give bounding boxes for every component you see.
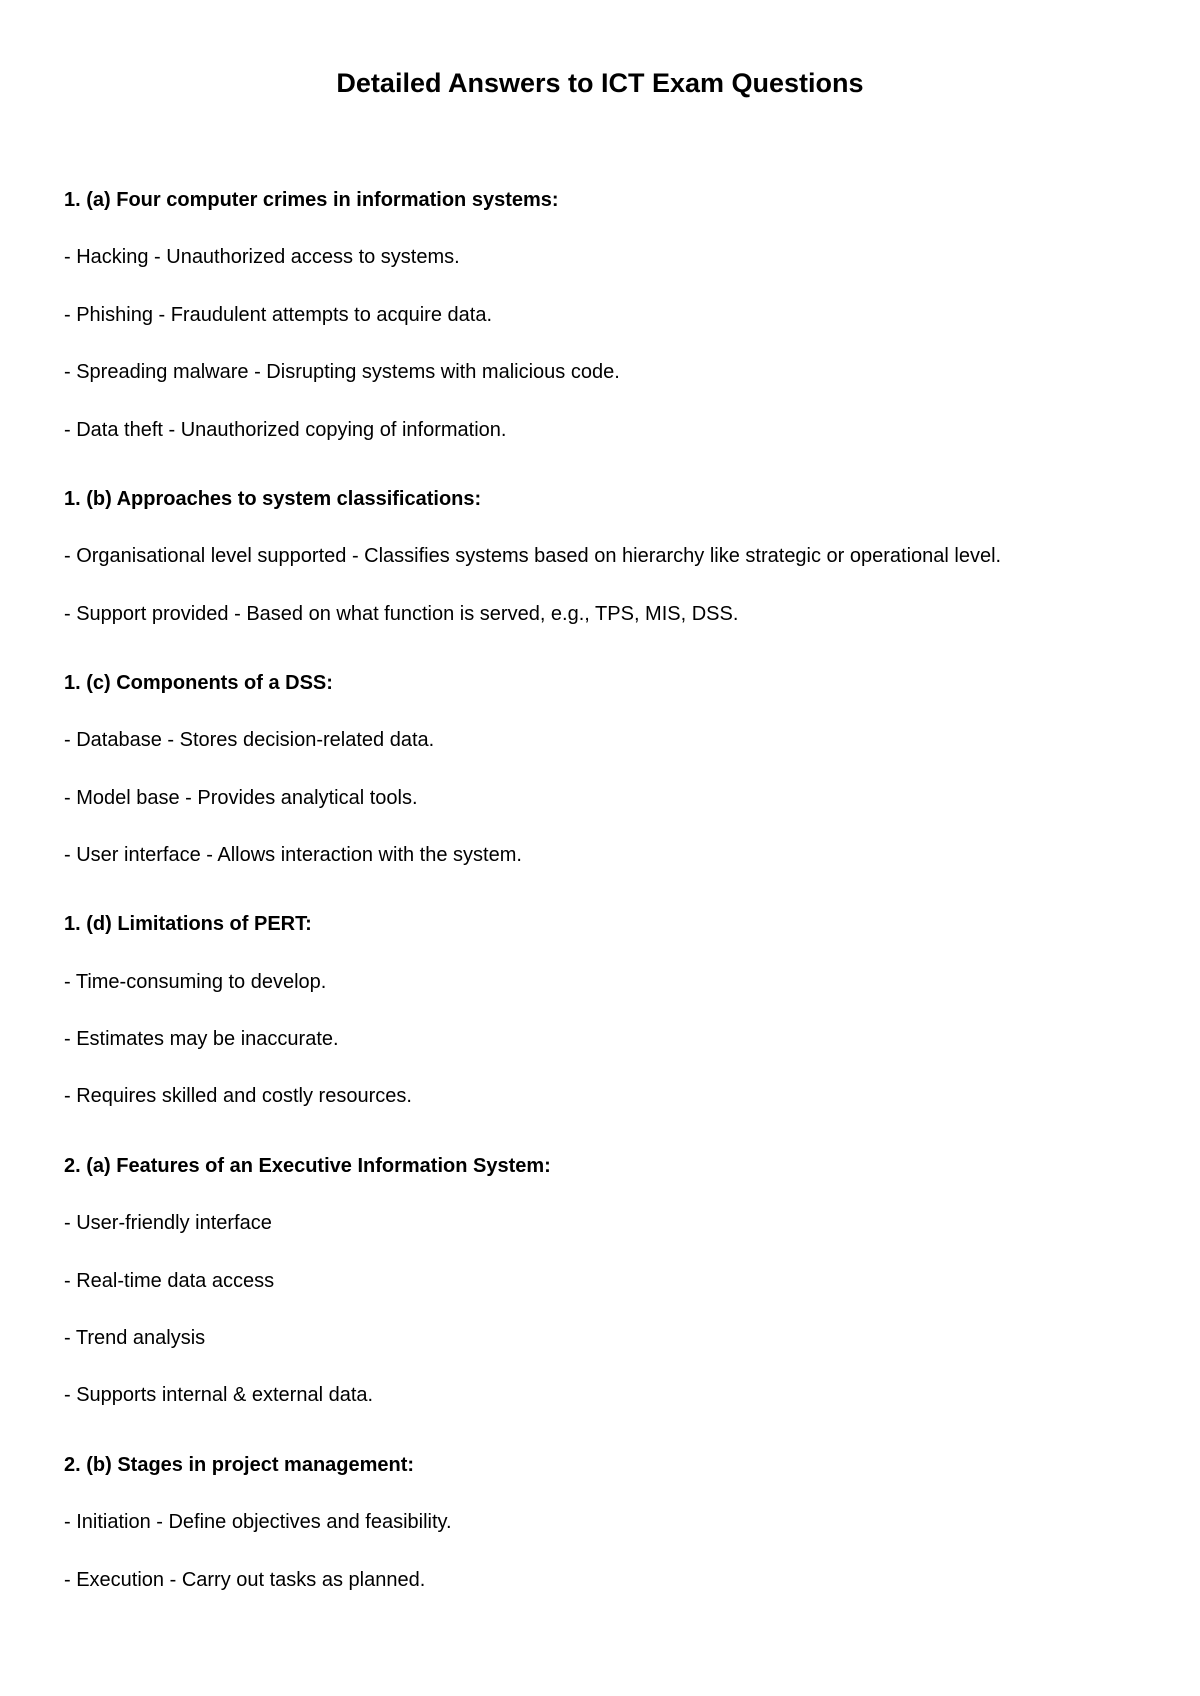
list-item: - Phishing - Fraudulent attempts to acquire data. (64, 304, 493, 326)
list-item: - User-friendly interface (64, 1212, 272, 1234)
list-item: - User interface - Allows interaction with the system. (64, 844, 522, 866)
list-item: - Execution - Carry out tasks as planned. (64, 1569, 426, 1591)
list-item: - Requires skilled and costly resources. (64, 1085, 412, 1107)
list-item: - Supports internal & external data. (64, 1384, 374, 1406)
list-item: - Trend analysis (64, 1327, 206, 1349)
section-heading-2a: 2. (a) Features of an Executive Information System: (64, 1155, 551, 1177)
list-item: - Time-consuming to develop. (64, 971, 327, 993)
list-item: - Hacking - Unauthorized access to systems. (64, 246, 460, 268)
document-title: Detailed Answers to ICT Exam Questions (336, 68, 864, 98)
list-item: - Estimates may be inaccurate. (64, 1028, 339, 1050)
list-item: - Real-time data access (64, 1270, 275, 1292)
section-heading-1b: 1. (b) Approaches to system classifications: (64, 488, 482, 510)
section-heading-1a: 1. (a) Four computer crimes in information systems: (64, 189, 559, 211)
list-item: - Organisational level supported - Classifies systems based on hierarchy like strategic or operational level. (64, 545, 1002, 567)
section-heading-2b: 2. (b) Stages in project management: (64, 1454, 415, 1476)
list-item: - Data theft - Unauthorized copying of information. (64, 419, 507, 441)
list-item: - Model base - Provides analytical tools. (64, 787, 418, 809)
list-item: - Support provided - Based on what function is served, e.g., TPS, MIS, DSS. (64, 603, 739, 625)
section-heading-1d: 1. (d) Limitations of PERT: (64, 913, 312, 935)
list-item: - Initiation - Define objectives and feasibility. (64, 1511, 452, 1533)
list-item: - Spreading malware - Disrupting systems with malicious code. (64, 361, 620, 383)
list-item: - Database - Stores decision-related data. (64, 729, 435, 751)
section-heading-1c: 1. (c) Components of a DSS: (64, 672, 333, 694)
